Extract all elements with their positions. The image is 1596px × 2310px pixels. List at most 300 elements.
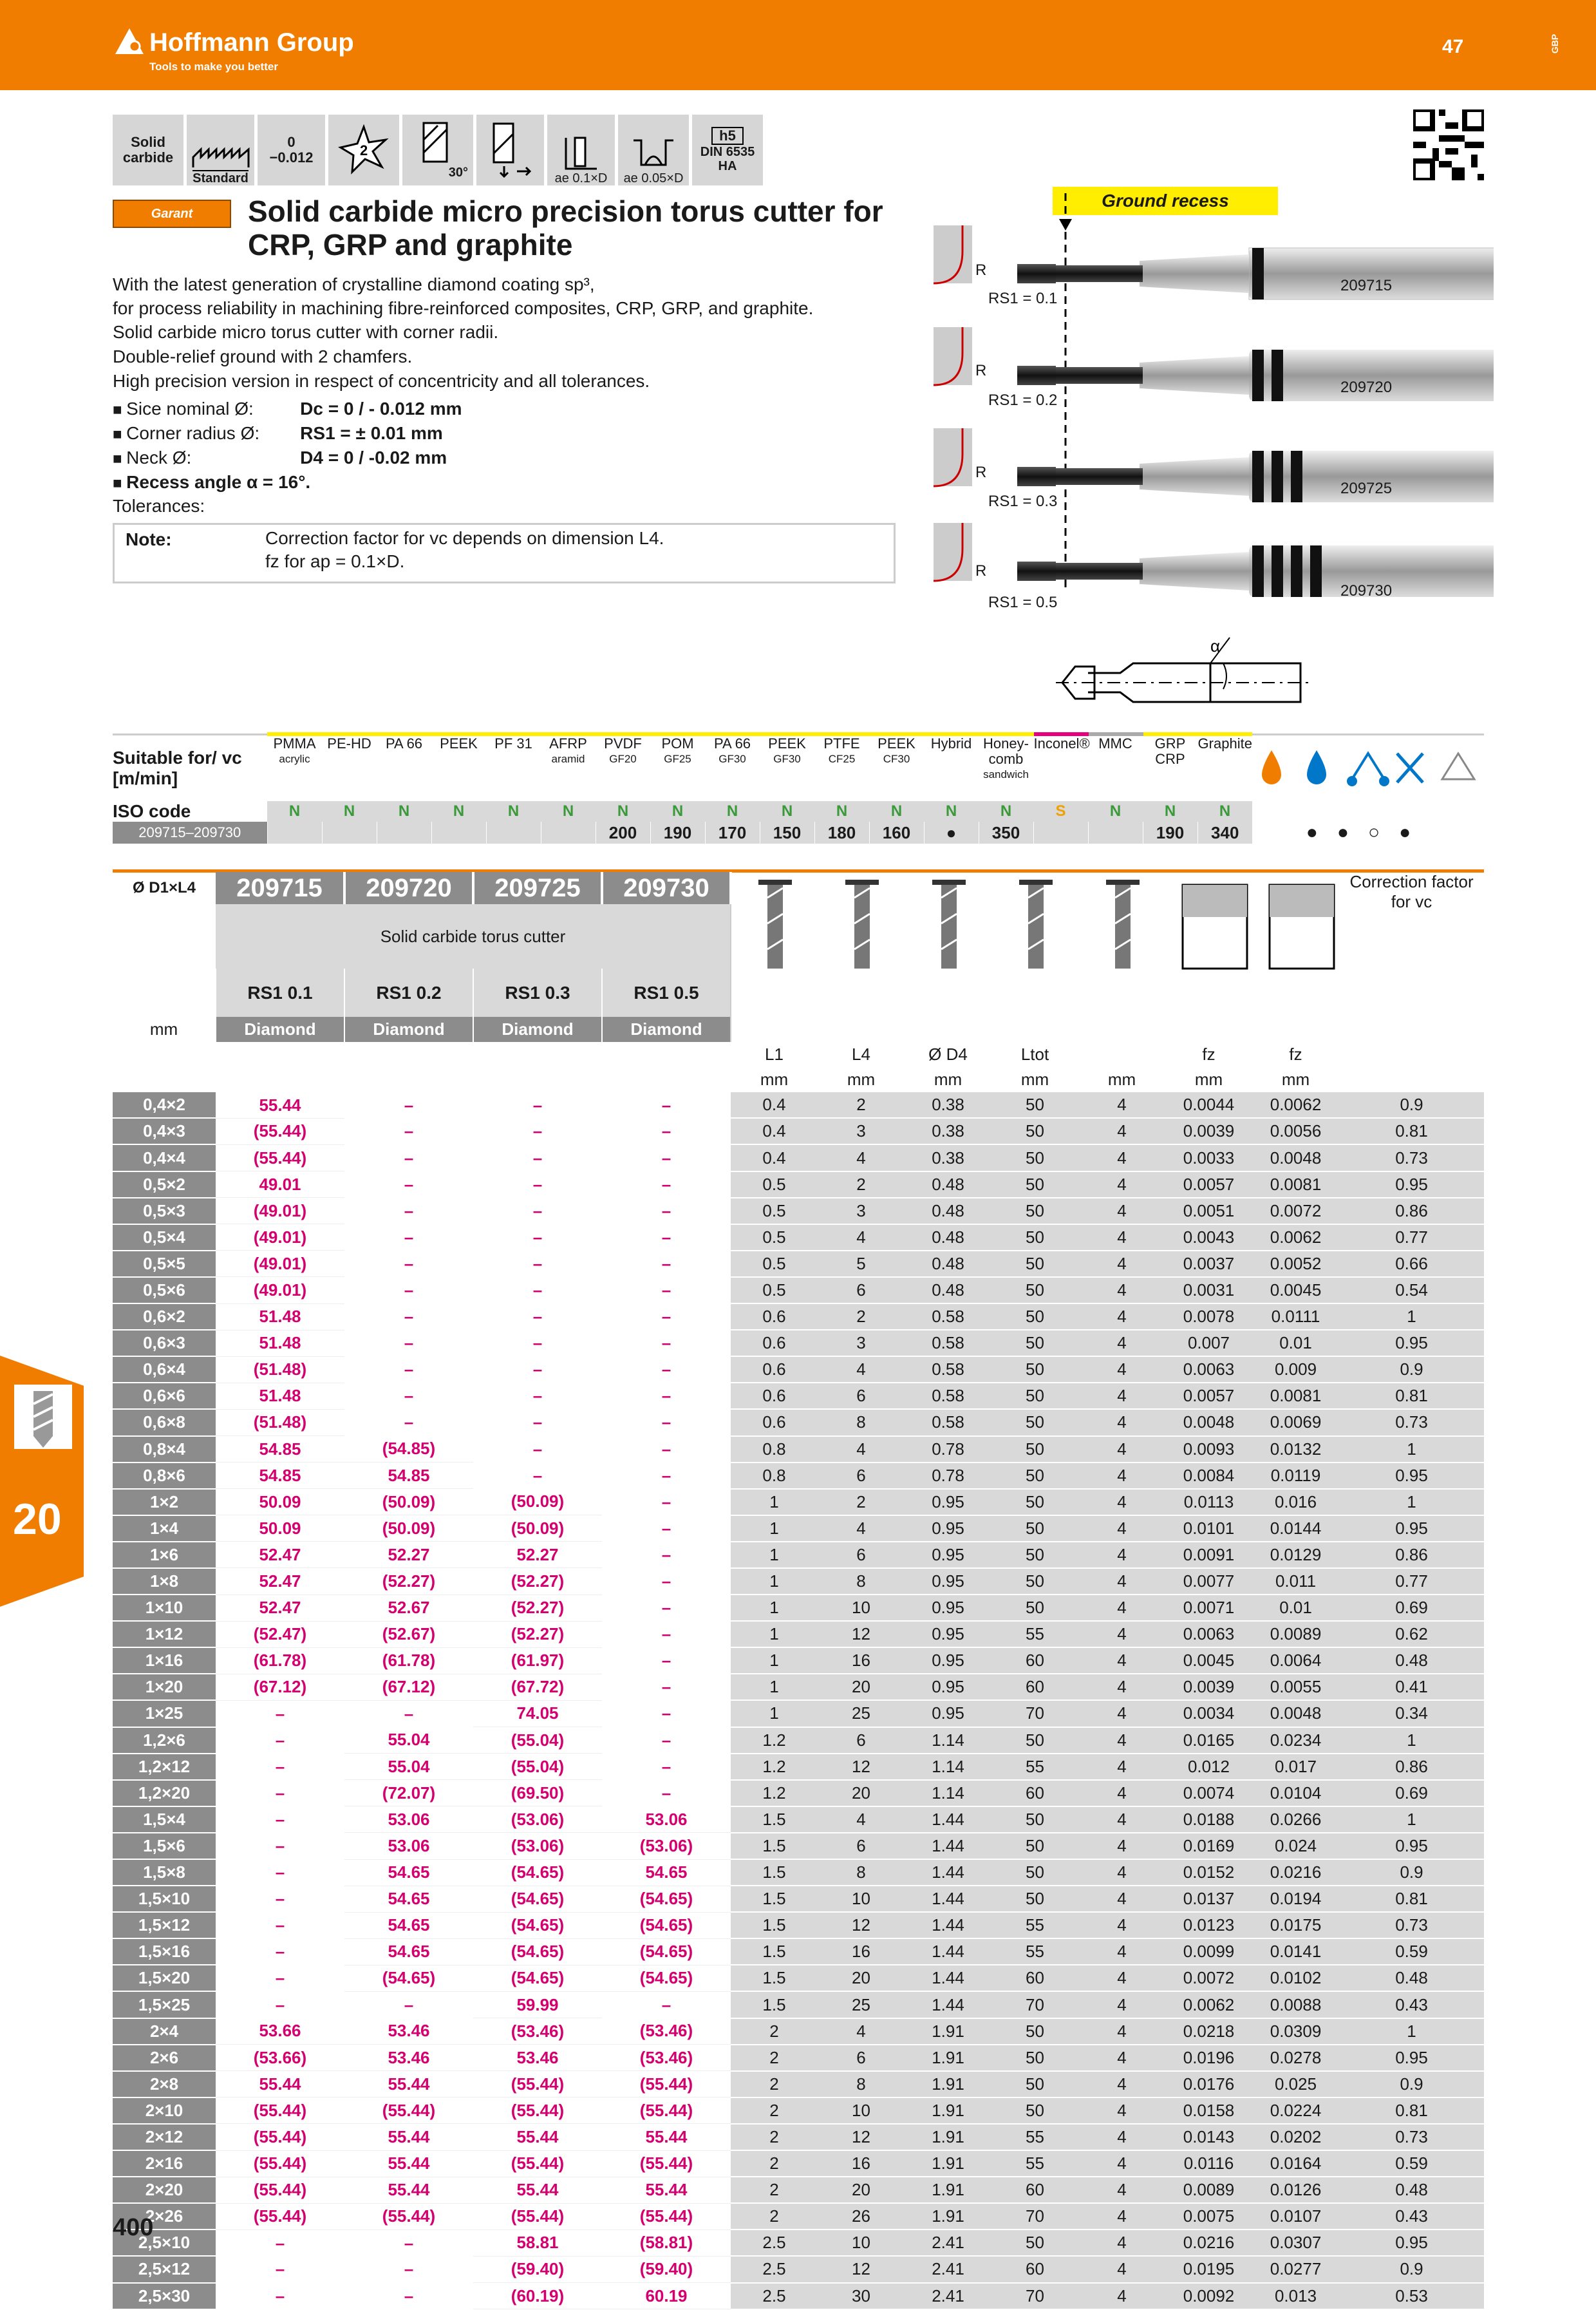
dim-cell: 0.9 <box>1339 1092 1484 1118</box>
dim-cell: 2 <box>818 1489 905 1515</box>
iso-code: N <box>869 801 924 822</box>
table-row <box>113 1356 1484 1383</box>
dim-cell: 55 <box>991 1754 1078 1780</box>
vc-value: 160 <box>869 822 924 844</box>
dim-cell: 2.5 <box>731 2256 818 2282</box>
dim-cell: 0.48 <box>1339 1647 1484 1674</box>
price-cell: – <box>404 1333 414 1353</box>
dim-cell: 0.0113 <box>1165 1489 1252 1515</box>
dim-cell: 0.95 <box>905 1489 991 1515</box>
price-cell: (55.44) <box>473 2150 602 2177</box>
dim-cell: 0.0188 <box>1165 1806 1252 1833</box>
dim-cell: 0.58 <box>905 1383 991 1409</box>
table-row <box>113 1515 1484 1542</box>
size-cell: 1,2×12 <box>113 1754 216 1780</box>
dim-header: fz <box>1289 1045 1302 1065</box>
price-cell: – <box>404 1227 414 1247</box>
size-cell: 0,6×6 <box>113 1383 216 1409</box>
unit-label: mm <box>934 1070 962 1090</box>
table-row <box>113 1965 1484 1991</box>
price-cell: 54.65 <box>344 1859 473 1886</box>
price-cell: 54.85 <box>216 1463 344 1489</box>
dim-cell: 0.0037 <box>1165 1251 1252 1277</box>
price-cell: (61.78) <box>216 1647 344 1674</box>
material-header <box>486 734 541 801</box>
price-cell: (55.44) <box>473 2203 602 2230</box>
dim-cell: 0.0074 <box>1165 1780 1252 1806</box>
material-name: Inconel® <box>1033 735 1090 752</box>
price-cell: (50.09) <box>473 1515 602 1542</box>
price-cell: – <box>532 1333 543 1353</box>
price-cell: – <box>661 1359 671 1379</box>
table-row <box>113 1674 1484 1700</box>
price-cell: – <box>275 2259 285 2279</box>
dim-cell: 0.0063 <box>1165 1621 1252 1647</box>
material-header <box>924 734 979 801</box>
price-cell: (55.04) <box>473 1754 602 1780</box>
price-cell: – <box>532 1412 543 1432</box>
dim-cell: 1.5 <box>731 1965 818 1991</box>
material-header <box>322 734 377 801</box>
table-row <box>113 2071 1484 2097</box>
size-cell: 1×4 <box>113 1515 216 1542</box>
price-cell: (50.09) <box>473 1489 602 1515</box>
price-cell: – <box>661 1571 671 1591</box>
price-cell: 55.44 <box>344 2124 473 2150</box>
material-name: PA 66 <box>385 735 423 752</box>
dim-cell: 0.0071 <box>1165 1595 1252 1621</box>
price-cell: 52.47 <box>216 1595 344 1621</box>
dim-cell: 6 <box>818 1727 905 1754</box>
price-cell: – <box>404 1148 414 1168</box>
price-cell: (53.46) <box>473 2018 602 2045</box>
price-cell: (67.12) <box>216 1674 344 1700</box>
dim-cell: 0.0234 <box>1252 1727 1339 1754</box>
dim-cell: 2.41 <box>905 2256 991 2282</box>
dim-cell: 0.43 <box>1339 2203 1484 2230</box>
dim-cell: 4 <box>1078 1463 1165 1489</box>
dim-cell: 0.0176 <box>1165 2071 1252 2097</box>
dim-cell: 50 <box>991 1171 1078 1198</box>
note-text: Correction factor for vc depends on dimension L4. <box>265 528 664 548</box>
price-cell: – <box>532 1174 543 1194</box>
dim-cell: 0.59 <box>1339 1938 1484 1965</box>
dim-cell: 4 <box>1078 2283 1165 2309</box>
rs-header: RS1 0.2 <box>344 969 473 1017</box>
dim-cell: 0.95 <box>1339 1515 1484 1542</box>
price-cell: (51.48) <box>216 1409 344 1435</box>
dim-cell: 1.5 <box>731 1938 818 1965</box>
price-cell: – <box>275 1809 285 1829</box>
dim-cell: 0.0099 <box>1165 1938 1252 1965</box>
table-row <box>113 1303 1484 1330</box>
table-row <box>113 2283 1484 2309</box>
dim-cell: 12 <box>818 2256 905 2282</box>
dim-cell: 0.0143 <box>1165 2124 1252 2150</box>
dim-cell: 50 <box>991 1568 1078 1595</box>
dim-cell: 1 <box>731 1489 818 1515</box>
dim-cell: 0.0195 <box>1165 2256 1252 2282</box>
dim-cell: 0.81 <box>1339 2097 1484 2124</box>
price-cell: 54.65 <box>344 1912 473 1938</box>
size-cell: 0,8×6 <box>113 1463 216 1489</box>
spacer <box>113 1067 216 1092</box>
dim-cell: 1.5 <box>731 1991 818 2018</box>
price-cell: – <box>532 1200 543 1220</box>
size-cell: 1×25 <box>113 1700 216 1727</box>
spacer <box>344 1042 473 1067</box>
price-cell: (55.44) <box>216 1118 344 1144</box>
table-row <box>113 2018 1484 2045</box>
dim-cell: 50 <box>991 2045 1078 2071</box>
price-cell: (55.44) <box>602 2097 731 2124</box>
dim-cell: 0.73 <box>1339 1912 1484 1938</box>
size-cell: 0,5×6 <box>113 1277 216 1303</box>
table-row <box>113 2203 1484 2230</box>
dim-cell: 1.91 <box>905 2071 991 2097</box>
dim-cell: 50 <box>991 1436 1078 1463</box>
price-cell: 53.06 <box>344 1833 473 1859</box>
dim-cell: 1.5 <box>731 1806 818 1833</box>
product-title: Solid carbide micro precision torus cutter for CRP, GRP and graphite <box>248 194 883 261</box>
price-cell: – <box>661 1386 671 1406</box>
dim-cell: 0.48 <box>1339 2177 1484 2203</box>
ground-recess-label: Ground recess <box>1053 187 1278 215</box>
dim-cell: 0.007 <box>1165 1330 1252 1356</box>
dim-cell: 0.53 <box>1339 2283 1484 2309</box>
dim-cell: 10 <box>818 2097 905 2124</box>
dim-cell: 0.0089 <box>1165 2177 1252 2203</box>
dim-cell: 70 <box>991 2283 1078 2309</box>
dim-cell: 1.44 <box>905 1965 991 1991</box>
dim-cell: 0.54 <box>1339 1277 1484 1303</box>
suitable-label: Suitable for/ vc [m/min] <box>113 734 267 801</box>
table-row <box>113 1647 1484 1674</box>
dim-cell: 0.38 <box>905 1118 991 1144</box>
dim-cell: 4 <box>1078 1436 1165 1463</box>
dim-cell: 50 <box>991 1515 1078 1542</box>
dim-cell: 1 <box>1339 1806 1484 1833</box>
price-cell: (54.65) <box>344 1965 473 1991</box>
dim-cell: 4 <box>1078 2071 1165 2097</box>
dim-cell: 0.58 <box>905 1303 991 1330</box>
dim-cell: 1.2 <box>731 1780 818 1806</box>
material-name: POM <box>661 735 694 752</box>
price-cell: 55.44 <box>344 2150 473 2177</box>
dim-cell: 1.44 <box>905 1886 991 1912</box>
dim-cell: 0.0088 <box>1252 1991 1339 2018</box>
picto-ae2: ae 0.05×D <box>618 115 689 185</box>
dim-cell: 4 <box>818 1356 905 1383</box>
dim-cell: 0.0055 <box>1252 1674 1339 1700</box>
price-cell: (52.47) <box>216 1621 344 1647</box>
table-row <box>113 1542 1484 1568</box>
dim-cell: 1.91 <box>905 2150 991 2177</box>
price-cell: – <box>661 1783 671 1803</box>
dim-cell: 4 <box>1078 1674 1165 1700</box>
spacer <box>1339 1067 1484 1092</box>
dim-cell: 4 <box>818 2018 905 2045</box>
price-cell: (69.50) <box>473 1780 602 1806</box>
dim-cell: 0.0078 <box>1165 1303 1252 1330</box>
price-cell: (53.46) <box>602 2018 731 2045</box>
dim-cell: 4 <box>1078 1647 1165 1674</box>
vc-value <box>377 822 431 844</box>
picto-direction <box>476 115 544 185</box>
dim-cell: 50 <box>991 1833 1078 1859</box>
price-cell: (55.44) <box>344 2097 473 2124</box>
vc-value: 350 <box>979 822 1033 844</box>
price-cell: – <box>404 2233 414 2253</box>
tool-article: 209725 <box>1340 480 1393 497</box>
dim-cell: 25 <box>818 1991 905 2018</box>
price-cell: – <box>275 1730 285 1750</box>
material-header <box>1088 734 1143 801</box>
dim-cell: 4 <box>1078 2230 1165 2256</box>
price-cell: (55.44) <box>473 2097 602 2124</box>
dim-cell: 2 <box>731 2045 818 2071</box>
radius-label: R <box>975 464 987 481</box>
price-cell: (53.06) <box>473 1806 602 1833</box>
price-cell: (54.65) <box>473 1965 602 1991</box>
dim-cell: 4 <box>1078 1912 1165 1938</box>
price-cell: – <box>404 1994 414 2014</box>
dim-cell: 0.48 <box>1339 1965 1484 1991</box>
iso-code: N <box>924 801 979 822</box>
dim-cell: 16 <box>818 2150 905 2177</box>
material-header <box>1197 734 1252 801</box>
price-cell: – <box>532 1307 543 1327</box>
size-cell: 1,5×8 <box>113 1859 216 1886</box>
dim-cell: 1.5 <box>731 1912 818 1938</box>
dim-cell: 50 <box>991 1251 1078 1277</box>
dim-cell: 0.0309 <box>1252 2018 1339 2045</box>
radius-label: R <box>975 362 987 379</box>
dim-cell: 1.91 <box>905 2018 991 2045</box>
dim-cell: 1.44 <box>905 1912 991 1938</box>
dim-cell: 2 <box>731 2203 818 2230</box>
dim-cell: 2 <box>731 2018 818 2045</box>
dim-cell: 4 <box>1078 1224 1165 1251</box>
dim-cell: 0.0048 <box>1252 1700 1339 1727</box>
helix-icon <box>418 120 457 166</box>
price-cell: 55.44 <box>473 2124 602 2150</box>
table-row <box>113 2124 1484 2150</box>
price-cell: 58.81 <box>473 2230 602 2256</box>
price-cell: – <box>661 1624 671 1644</box>
rotation-direction-icon <box>485 121 536 179</box>
dim-cell: 50 <box>991 1144 1078 1171</box>
dim-cell: 20 <box>818 1965 905 1991</box>
price-cell: – <box>275 1942 285 1962</box>
tool-article: 209715 <box>1340 277 1393 294</box>
price-cell: (49.01) <box>216 1251 344 1277</box>
dim-cell: 4 <box>1078 1595 1165 1621</box>
dim-cell: 10 <box>818 1595 905 1621</box>
tool-article: 209720 <box>1340 379 1393 396</box>
iso-code: N <box>705 801 760 822</box>
tool-rs-label: RS1 = 0.5 <box>988 594 1058 611</box>
material-name: PEEK <box>440 735 478 752</box>
dim-cell: 0.95 <box>905 1621 991 1647</box>
article-header: 209730 <box>602 872 731 904</box>
table-row <box>113 1859 1484 1886</box>
price-cell: 55.44 <box>602 2177 731 2203</box>
dim-cell: 0.0144 <box>1252 1515 1339 1542</box>
size-cell: 1×10 <box>113 1595 216 1621</box>
dim-cell: 0.0069 <box>1252 1409 1339 1435</box>
price-cell: (55.44) <box>216 2150 344 2177</box>
dim-cell: 4 <box>1078 2150 1165 2177</box>
dim-cell: 0.48 <box>905 1277 991 1303</box>
picto-flutes <box>328 115 399 185</box>
dim-cell: 0.0045 <box>1252 1277 1339 1303</box>
iso-code: N <box>431 801 486 822</box>
dim-cell: 4 <box>818 1436 905 1463</box>
dim-cell: 1.44 <box>905 1938 991 1965</box>
price-cell: (52.27) <box>473 1568 602 1595</box>
dim-cell: 70 <box>991 2203 1078 2230</box>
dim-cell: 0.95 <box>905 1568 991 1595</box>
dim-cell: 0.0277 <box>1252 2256 1339 2282</box>
dim-cell: 0.0111 <box>1252 1303 1339 1330</box>
price-cell: (50.09) <box>344 1515 473 1542</box>
dim-cell: 0.95 <box>1339 1330 1484 1356</box>
table-row <box>113 1489 1484 1515</box>
price-cell: (55.44) <box>602 2203 731 2230</box>
dim-cell: 2 <box>731 2124 818 2150</box>
qr-code-icon[interactable] <box>1413 109 1484 180</box>
dim-cell: 50 <box>991 1542 1078 1568</box>
price-cell: (55.44) <box>602 2071 731 2097</box>
dim-cell: 0.0107 <box>1252 2203 1339 2230</box>
price-cell: (55.44) <box>473 2071 602 2097</box>
price-cell: – <box>275 1915 285 1935</box>
blank <box>113 904 216 969</box>
coolant-mark: ● <box>1399 822 1431 843</box>
size-cell: 1,2×6 <box>113 1727 216 1754</box>
price-cell: – <box>661 1994 671 2014</box>
dim-cell: 4 <box>1078 1991 1165 2018</box>
iso-code: N <box>650 801 705 822</box>
flute-count: 2 <box>360 142 368 158</box>
price-cell: – <box>404 1359 414 1379</box>
price-cell: 59.99 <box>473 1991 602 2018</box>
price-cell: 60.19 <box>602 2283 731 2309</box>
dim-cell: 0.0101 <box>1165 1515 1252 1542</box>
dim-cell: 4 <box>818 1515 905 1542</box>
dim-cell: 4 <box>1078 2018 1165 2045</box>
shank-profile-icon <box>192 144 250 170</box>
price-cell: (60.19) <box>473 2283 602 2309</box>
price-cell: (54.85) <box>344 1436 473 1463</box>
price-cell: (61.78) <box>344 1647 473 1674</box>
material-header <box>377 734 431 801</box>
price-cell: – <box>404 1703 414 1723</box>
dim-cell: 4 <box>818 1144 905 1171</box>
range-label: 209715–209730 <box>113 822 267 844</box>
dim-cell: 0.86 <box>1339 1542 1484 1568</box>
price-cell: – <box>404 2259 414 2279</box>
dim-cell: 0.0052 <box>1252 1251 1339 1277</box>
garant-badge: Garant <box>113 200 231 228</box>
dim-cell: 2 <box>731 2097 818 2124</box>
size-cell: 1×12 <box>113 1621 216 1647</box>
dim-cell: 60 <box>991 1647 1078 1674</box>
dim-cell: 0.95 <box>905 1647 991 1674</box>
dim-cell: 1.91 <box>905 2177 991 2203</box>
material-sub: CF30 <box>883 753 910 765</box>
dim-cell: 0.66 <box>1339 1251 1484 1277</box>
tool-rs-label: RS1 = 0.3 <box>988 493 1058 510</box>
dim-cell: 0.0266 <box>1252 1806 1339 1833</box>
dim-cell: 3 <box>818 1330 905 1356</box>
price-cell: – <box>661 1730 671 1750</box>
dim-cell: 1.44 <box>905 1806 991 1833</box>
price-cell: 54.85 <box>216 1436 344 1463</box>
dim-cell: 55 <box>991 1621 1078 1647</box>
price-cell: – <box>661 1544 671 1564</box>
price-cell: (59.40) <box>602 2256 731 2282</box>
dim-cell: 0.0092 <box>1165 2283 1252 2309</box>
dim-cell: 4 <box>1078 1568 1165 1595</box>
price-cell: (61.97) <box>473 1647 602 1674</box>
dim-cell: 0.95 <box>905 1595 991 1621</box>
page-number-bottom: 400 <box>113 2214 154 2241</box>
dim-cell: 0.0158 <box>1165 2097 1252 2124</box>
coolant-mark: ● <box>1306 822 1337 843</box>
price-cell: – <box>661 1227 671 1247</box>
material-header <box>979 734 1033 801</box>
price-cell: (59.40) <box>473 2256 602 2282</box>
dim-cell: 0.58 <box>905 1356 991 1383</box>
vc-value: 200 <box>596 822 650 844</box>
price-cell: (67.72) <box>473 1674 602 1700</box>
dim-cell: 0.6 <box>731 1409 818 1435</box>
price-cell: – <box>661 1703 671 1723</box>
price-cell: (54.65) <box>602 1938 731 1965</box>
radius-label: R <box>975 562 987 580</box>
dim-cell: 0.4 <box>731 1118 818 1144</box>
vc-value <box>1033 822 1088 844</box>
table-row <box>113 2045 1484 2071</box>
material-name: PMMA <box>273 735 316 752</box>
vc-value: 190 <box>1143 822 1197 844</box>
size-cell: 1×2 <box>113 1489 216 1515</box>
dim-cell: 4 <box>1078 1092 1165 1118</box>
material-header <box>596 734 650 801</box>
material-name: Hybrid <box>930 735 972 752</box>
dim-cell: 4 <box>1078 2124 1165 2150</box>
picto-tolerance: 0 −0.012 <box>258 115 325 185</box>
table-row <box>113 1383 1484 1409</box>
price-cell: 74.05 <box>473 1700 602 1727</box>
dim-cell: 50 <box>991 1356 1078 1383</box>
price-cell: – <box>532 1148 543 1168</box>
vc-value: 180 <box>814 822 869 844</box>
dim-cell: 50 <box>991 1303 1078 1330</box>
table-row <box>113 2256 1484 2282</box>
dim-cell: 20 <box>818 1674 905 1700</box>
price-cell: (52.67) <box>344 1621 473 1647</box>
dim-cell: 1 <box>731 1515 818 1542</box>
table-row <box>113 2150 1484 2177</box>
price-cell: – <box>532 1359 543 1379</box>
price-cell: (53.46) <box>602 2045 731 2071</box>
dim-cell: 2.5 <box>731 2230 818 2256</box>
dim-cell: 4 <box>1078 1780 1165 1806</box>
dim-cell: 1.5 <box>731 1886 818 1912</box>
